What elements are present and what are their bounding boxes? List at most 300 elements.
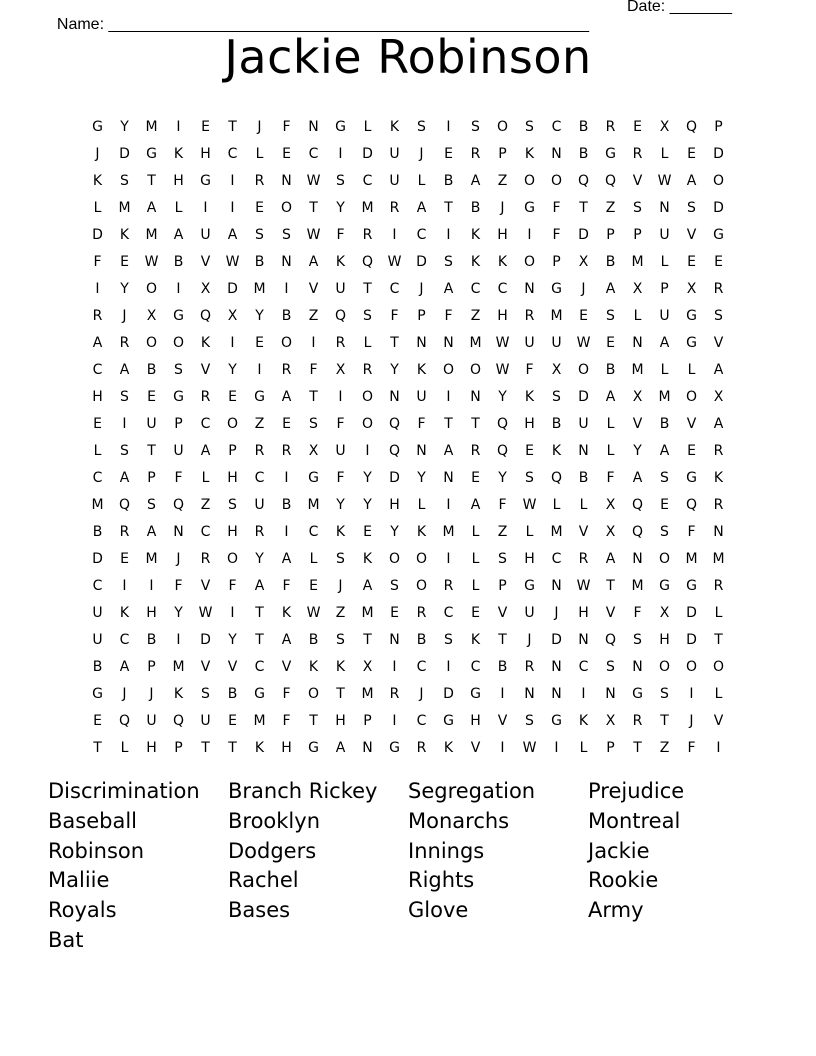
grid-letter: P <box>417 307 426 324</box>
word-bank-item: Maliie <box>48 868 110 893</box>
grid-letter: I <box>203 199 208 216</box>
grid-letter: Z <box>470 307 481 324</box>
grid-letter: N <box>551 145 562 162</box>
grid-letter: I <box>230 604 235 621</box>
grid-letter: X <box>200 280 211 297</box>
grid-letter: G <box>146 145 157 162</box>
grid-letter: T <box>606 577 615 594</box>
grid-letter: K <box>92 172 103 189</box>
grid-letter: E <box>363 523 372 540</box>
grid-letter: K <box>713 469 724 486</box>
grid-letter: D <box>713 145 724 162</box>
grid-letter: A <box>470 496 481 513</box>
grid-letter: Q <box>199 307 212 324</box>
grid-letter: G <box>254 685 265 702</box>
grid-letter: K <box>119 226 130 243</box>
grid-letter: K <box>524 388 535 405</box>
grid-letter: L <box>471 550 480 567</box>
grid-letter: S <box>147 496 156 513</box>
grid-letter: C <box>470 658 481 675</box>
grid-letter: L <box>660 145 669 162</box>
grid-letter: N <box>416 442 427 459</box>
grid-letter: I <box>446 226 451 243</box>
grid-letter: U <box>389 172 400 189</box>
grid-letter: S <box>336 550 345 567</box>
grid-letter: H <box>146 604 157 621</box>
grid-letter: K <box>335 658 346 675</box>
grid-letter: M <box>658 388 671 405</box>
date-field-label: Date: _______ <box>627 0 732 15</box>
grid-letter: U <box>551 334 562 351</box>
grid-letter: Z <box>497 523 508 540</box>
grid-letter: I <box>446 388 451 405</box>
grid-letter: S <box>309 415 318 432</box>
grid-letter: M <box>307 496 320 513</box>
grid-letter: Q <box>550 469 563 486</box>
grid-letter: L <box>309 550 318 567</box>
grid-letter: Z <box>308 307 319 324</box>
grid-letter: I <box>554 739 559 756</box>
grid-letter: S <box>120 172 129 189</box>
grid-letter: G <box>470 685 481 702</box>
grid-letter: L <box>174 199 183 216</box>
grid-letter: O <box>145 334 158 351</box>
grid-letter: R <box>416 604 427 621</box>
grid-letter: Y <box>390 361 399 378</box>
grid-letter: E <box>687 253 696 270</box>
grid-letter: T <box>390 334 399 351</box>
grid-letter: S <box>444 253 453 270</box>
grid-letter: E <box>444 145 453 162</box>
grid-letter: V <box>632 415 643 432</box>
grid-letter: R <box>632 145 643 162</box>
grid-letter: J <box>419 145 424 162</box>
grid-letter: N <box>173 523 184 540</box>
grid-letter: P <box>147 469 156 486</box>
grid-letter: N <box>281 172 292 189</box>
grid-letter: A <box>335 739 346 756</box>
grid-letter: N <box>713 523 724 540</box>
grid-letter: X <box>713 388 724 405</box>
grid-letter: V <box>200 658 211 675</box>
grid-letter: W <box>576 334 591 351</box>
grid-letter: B <box>146 361 157 378</box>
grid-letter: M <box>631 577 644 594</box>
grid-letter: G <box>173 307 184 324</box>
grid-letter: O <box>523 172 536 189</box>
grid-letter: D <box>686 631 697 648</box>
grid-letter: Q <box>334 307 347 324</box>
grid-letter: C <box>200 415 211 432</box>
grid-letter: E <box>309 577 318 594</box>
grid-letter: N <box>578 631 589 648</box>
grid-letter: N <box>524 685 535 702</box>
grid-letter: J <box>554 604 559 621</box>
grid-letter: J <box>419 685 424 702</box>
grid-letter: K <box>173 685 184 702</box>
grid-letter: A <box>281 388 292 405</box>
grid-letter: S <box>525 712 534 729</box>
grid-letter: L <box>606 415 615 432</box>
grid-letter: B <box>578 469 589 486</box>
grid-letter: U <box>524 334 535 351</box>
grid-letter: P <box>660 280 669 297</box>
grid-letter: V <box>632 172 643 189</box>
grid-letter: G <box>551 712 562 729</box>
grid-letter: W <box>387 253 402 270</box>
grid-letter: M <box>361 199 374 216</box>
grid-letter: W <box>522 739 537 756</box>
grid-letter: K <box>416 361 427 378</box>
grid-letter: U <box>92 631 103 648</box>
grid-letter: X <box>146 307 157 324</box>
grid-letter: W <box>495 334 510 351</box>
grid-letter: L <box>255 145 264 162</box>
grid-letter: P <box>633 226 642 243</box>
grid-letter: O <box>280 199 293 216</box>
grid-letter: A <box>227 226 238 243</box>
grid-letter: N <box>632 334 643 351</box>
grid-letter: G <box>389 739 400 756</box>
grid-letter: W <box>306 604 321 621</box>
grid-letter: Q <box>631 523 644 540</box>
grid-letter: V <box>497 604 508 621</box>
grid-letter: A <box>92 334 103 351</box>
grid-letter: F <box>93 253 102 270</box>
grid-letter: E <box>687 145 696 162</box>
grid-letter: X <box>632 280 643 297</box>
grid-letter: S <box>228 496 237 513</box>
grid-letter: U <box>173 442 184 459</box>
grid-letter: N <box>389 631 400 648</box>
grid-letter: G <box>686 577 697 594</box>
grid-letter: Q <box>118 496 131 513</box>
grid-letter: T <box>498 631 507 648</box>
grid-letter: W <box>306 172 321 189</box>
grid-letter: C <box>497 280 508 297</box>
word-bank-item: Bases <box>228 898 291 923</box>
grid-letter: K <box>524 145 535 162</box>
grid-letter: C <box>389 280 400 297</box>
grid-letter: X <box>605 712 616 729</box>
grid-letter: D <box>227 280 238 297</box>
grid-letter: R <box>524 307 535 324</box>
grid-letter: E <box>228 388 237 405</box>
grid-letter: L <box>363 334 372 351</box>
grid-letter: F <box>282 118 291 135</box>
grid-letter: I <box>122 415 127 432</box>
grid-letter: B <box>605 253 616 270</box>
grid-letter: V <box>470 739 481 756</box>
grid-letter: M <box>442 523 455 540</box>
grid-letter: Q <box>577 172 590 189</box>
grid-letter: K <box>362 550 373 567</box>
grid-letter: N <box>362 739 373 756</box>
grid-letter: R <box>713 280 724 297</box>
grid-letter: J <box>500 199 505 216</box>
grid-letter: S <box>174 361 183 378</box>
grid-letter: K <box>254 739 265 756</box>
grid-letter: O <box>226 550 239 567</box>
grid-letter: N <box>389 388 400 405</box>
grid-letter: O <box>388 550 401 567</box>
grid-letter: Y <box>336 199 345 216</box>
grid-letter: R <box>470 145 481 162</box>
grid-letter: I <box>284 523 289 540</box>
grid-letter: H <box>200 145 211 162</box>
grid-letter: Z <box>605 199 616 216</box>
grid-letter: A <box>605 550 616 567</box>
grid-letter: J <box>122 685 127 702</box>
grid-letter: B <box>443 172 454 189</box>
grid-letter: B <box>254 253 265 270</box>
grid-letter: A <box>281 550 292 567</box>
grid-letter: C <box>551 550 562 567</box>
grid-letter: O <box>172 334 185 351</box>
grid-letter: F <box>336 469 345 486</box>
grid-letter: M <box>145 118 158 135</box>
grid-letter: I <box>176 631 181 648</box>
grid-letter: G <box>524 199 535 216</box>
grid-letter: B <box>416 631 427 648</box>
grid-letter: F <box>309 361 318 378</box>
grid-letter: V <box>713 334 724 351</box>
grid-letter: T <box>93 739 102 756</box>
grid-letter: S <box>660 523 669 540</box>
grid-letter: I <box>176 280 181 297</box>
grid-letter: L <box>579 739 588 756</box>
grid-letter: I <box>392 226 397 243</box>
grid-letter: I <box>284 280 289 297</box>
grid-letter: T <box>255 631 264 648</box>
grid-letter: X <box>632 388 643 405</box>
grid-letter: U <box>524 604 535 621</box>
grid-letter: D <box>686 604 697 621</box>
grid-letter: Q <box>604 631 617 648</box>
grid-letter: F <box>498 496 507 513</box>
grid-letter: V <box>713 712 724 729</box>
grid-letter: X <box>227 307 238 324</box>
grid-letter: K <box>335 253 346 270</box>
grid-letter: C <box>578 658 589 675</box>
word-bank-item: Segregation <box>408 779 536 803</box>
grid-letter: B <box>578 145 589 162</box>
word-bank-item: Army <box>588 898 644 923</box>
grid-letter: D <box>551 631 562 648</box>
grid-letter: S <box>552 388 561 405</box>
grid-letter: I <box>338 388 343 405</box>
grid-letter: T <box>444 415 453 432</box>
grid-letter: S <box>120 442 129 459</box>
grid-letter: L <box>714 604 723 621</box>
grid-letter: I <box>527 226 532 243</box>
grid-letter: M <box>712 550 725 567</box>
grid-letter: M <box>631 361 644 378</box>
grid-letter: J <box>338 577 343 594</box>
grid-letter: T <box>228 739 237 756</box>
grid-letter: R <box>470 442 481 459</box>
grid-letter: O <box>712 658 725 675</box>
grid-letter: S <box>471 118 480 135</box>
grid-letter: A <box>659 334 670 351</box>
grid-letter: J <box>581 280 586 297</box>
grid-letter: E <box>93 415 102 432</box>
grid-letter: W <box>495 361 510 378</box>
grid-letter: T <box>309 388 318 405</box>
grid-letter: R <box>389 685 400 702</box>
grid-letter: X <box>659 118 670 135</box>
grid-letter: N <box>551 577 562 594</box>
grid-letter: K <box>308 658 319 675</box>
grid-letter: A <box>308 253 319 270</box>
grid-letter: N <box>416 334 427 351</box>
grid-letter: S <box>444 631 453 648</box>
grid-letter: A <box>713 361 724 378</box>
grid-letter: W <box>522 496 537 513</box>
grid-letter: R <box>713 577 724 594</box>
grid-letter: M <box>253 712 266 729</box>
grid-letter: N <box>551 685 562 702</box>
grid-letter: D <box>119 145 130 162</box>
grid-letter: S <box>498 550 507 567</box>
grid-letter: T <box>336 685 345 702</box>
grid-letter: V <box>308 280 319 297</box>
grid-letter: P <box>174 415 183 432</box>
grid-letter: O <box>469 361 482 378</box>
grid-letter: E <box>120 253 129 270</box>
grid-letter: K <box>470 631 481 648</box>
grid-letter: H <box>92 388 103 405</box>
grid-letter: X <box>308 442 319 459</box>
grid-letter: Y <box>174 604 183 621</box>
grid-letter: R <box>119 334 130 351</box>
grid-letter: G <box>173 388 184 405</box>
grid-letter: Q <box>388 442 401 459</box>
grid-letter: V <box>605 604 616 621</box>
grid-letter: N <box>443 334 454 351</box>
grid-letter: P <box>174 739 183 756</box>
grid-letter: L <box>552 496 561 513</box>
grid-letter: R <box>416 739 427 756</box>
grid-letter: D <box>416 253 427 270</box>
grid-letter: P <box>606 226 615 243</box>
grid-letter: S <box>525 469 534 486</box>
grid-letter: U <box>92 604 103 621</box>
grid-letter: L <box>525 523 534 540</box>
grid-letter: I <box>122 577 127 594</box>
grid-letter: F <box>282 577 291 594</box>
grid-letter: M <box>91 496 104 513</box>
grid-letter: R <box>362 226 373 243</box>
grid-letter: F <box>552 226 561 243</box>
grid-letter: Q <box>388 415 401 432</box>
word-bank-item: Royals <box>48 898 117 923</box>
grid-letter: G <box>443 712 454 729</box>
grid-letter: C <box>416 226 427 243</box>
grid-letter: H <box>227 469 238 486</box>
grid-letter: B <box>659 415 670 432</box>
grid-letter: E <box>660 496 669 513</box>
grid-letter: P <box>606 739 615 756</box>
grid-letter: V <box>200 577 211 594</box>
grid-letter: G <box>551 280 562 297</box>
grid-letter: M <box>685 550 698 567</box>
grid-letter: G <box>92 118 103 135</box>
grid-letter: C <box>551 118 562 135</box>
grid-letter: I <box>365 442 370 459</box>
grid-letter: S <box>255 226 264 243</box>
grid-letter: M <box>361 604 374 621</box>
grid-letter: R <box>200 388 211 405</box>
grid-letter: T <box>579 199 588 216</box>
grid-letter: H <box>227 523 238 540</box>
grid-letter: R <box>254 442 265 459</box>
grid-letter: I <box>392 712 397 729</box>
grid-letter: I <box>230 199 235 216</box>
grid-letter: Q <box>496 442 509 459</box>
grid-letter: Y <box>363 496 372 513</box>
grid-letter: O <box>361 415 374 432</box>
grid-letter: F <box>282 685 291 702</box>
grid-letter: I <box>257 361 262 378</box>
grid-letter: A <box>659 442 670 459</box>
word-bank-item: Branch Rickey <box>228 779 378 803</box>
grid-letter: J <box>149 685 154 702</box>
grid-letter: S <box>336 172 345 189</box>
grid-letter: U <box>200 712 211 729</box>
grid-letter: S <box>633 631 642 648</box>
grid-letter: U <box>578 415 589 432</box>
grid-letter: U <box>335 280 346 297</box>
grid-letter: V <box>200 361 211 378</box>
grid-letter: Q <box>361 253 374 270</box>
grid-letter: I <box>500 685 505 702</box>
grid-letter: R <box>443 577 454 594</box>
grid-letter: W <box>225 253 240 270</box>
grid-letter: C <box>416 658 427 675</box>
grid-letter: D <box>92 550 103 567</box>
grid-letter: T <box>255 604 264 621</box>
grid-letter: A <box>686 172 697 189</box>
grid-letter: U <box>254 496 265 513</box>
grid-letter: S <box>417 118 426 135</box>
grid-letter: I <box>176 118 181 135</box>
grid-letter: S <box>282 226 291 243</box>
grid-letter: E <box>390 604 399 621</box>
grid-letter: H <box>497 226 508 243</box>
grid-letter: K <box>389 118 400 135</box>
grid-letter: H <box>173 172 184 189</box>
word-bank-item: Dodgers <box>228 838 317 863</box>
grid-letter: E <box>228 712 237 729</box>
grid-letter: O <box>496 118 509 135</box>
grid-letter: D <box>362 145 373 162</box>
grid-letter: A <box>443 280 454 297</box>
grid-letter: Z <box>335 604 346 621</box>
grid-letter: A <box>173 226 184 243</box>
grid-letter: S <box>120 388 129 405</box>
word-bank-item: Brooklyn <box>228 808 321 833</box>
grid-letter: O <box>658 550 671 567</box>
grid-letter: X <box>686 280 697 297</box>
grid-letter: L <box>660 253 669 270</box>
page-title: Jackie Robinson <box>224 30 592 84</box>
grid-letter: P <box>498 145 507 162</box>
grid-letter: Y <box>498 388 507 405</box>
grid-letter: T <box>309 712 318 729</box>
grid-letter: E <box>282 145 291 162</box>
grid-letter: C <box>92 577 103 594</box>
